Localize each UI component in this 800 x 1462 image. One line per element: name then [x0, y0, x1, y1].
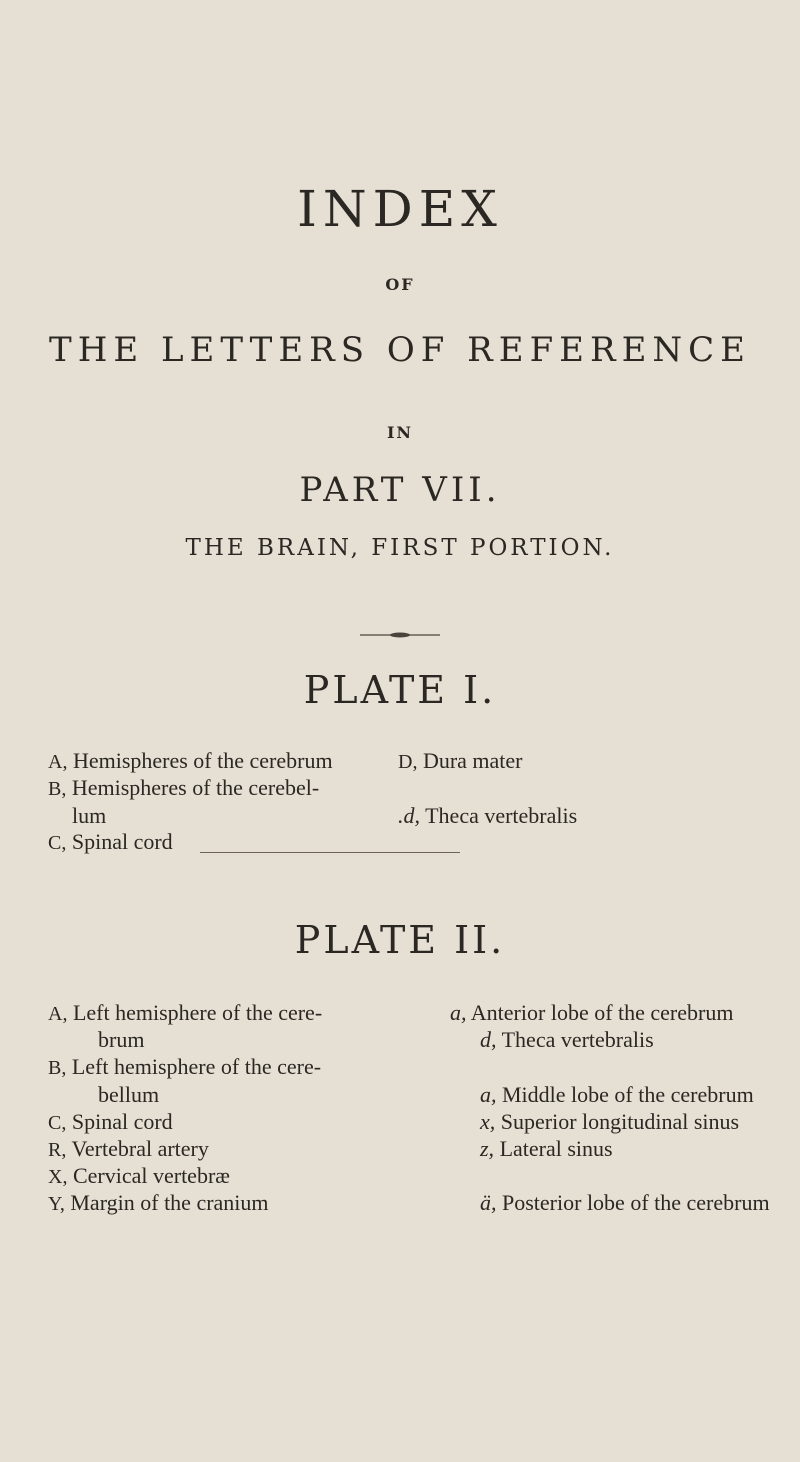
plate-2-entry-Y: Y, Margin of the cranium	[48, 1190, 269, 1215]
plate-2-entry-x: x, Superior longitudinal sinus	[480, 1109, 740, 1134]
plate-2-heading: PLATE II.	[294, 918, 506, 962]
of-word: OF	[385, 275, 415, 294]
plate-2-entry-z: z, Lateral sinus	[480, 1136, 613, 1161]
plate-2-entry-B-continuation: bellum	[98, 1082, 160, 1107]
section-heading: THE BRAIN, FIRST PORTION.	[185, 535, 615, 561]
index-title: INDEX	[297, 180, 503, 238]
plate-1-heading: PLATE I.	[303, 668, 497, 712]
plate-1-entry-D: D, Dura mater	[398, 748, 523, 773]
plate-1-entry-d: .d, Theca vertebralis	[398, 803, 578, 828]
letters-of-reference-heading: THE LETTERS OF REFERENCE	[49, 330, 751, 370]
in-word: IN	[386, 423, 414, 442]
plate-2-entry-A-continuation: brum	[98, 1027, 145, 1052]
ornament-divider	[360, 632, 440, 638]
plate-2-entry-a-posterior: ä, Posterior lobe of the cerebrum	[480, 1190, 770, 1215]
part-heading: PART VII.	[299, 470, 501, 510]
plate-2-entry-d: d, Theca vertebralis	[480, 1027, 654, 1052]
plate-2-entry-a-anterior: a, Anterior lobe of the cerebrum	[450, 1000, 734, 1025]
plate-2-entry-C: C, Spinal cord	[48, 1109, 173, 1134]
plate-1-entry-B: B, Hemispheres of the cerebel-	[48, 775, 320, 800]
plate-2-entry-R: R, Vertebral artery	[48, 1136, 209, 1161]
plate-2-entry-A: A, Left hemisphere of the cere-	[48, 1000, 323, 1025]
section-rule	[200, 852, 460, 853]
plate-2-entry-B: B, Left hemisphere of the cere-	[48, 1054, 322, 1079]
plate-1-entry-B-continuation: lum	[72, 803, 107, 828]
plate-2-entry-X: X, Cervical vertebræ	[48, 1163, 230, 1188]
plate-2-entry-a-middle: a, Middle lobe of the cerebrum	[480, 1082, 754, 1107]
plate-1-entry-A: A, Hemispheres of the cerebrum	[48, 748, 333, 773]
plate-1-entry-C: C, Spinal cord	[48, 829, 173, 854]
